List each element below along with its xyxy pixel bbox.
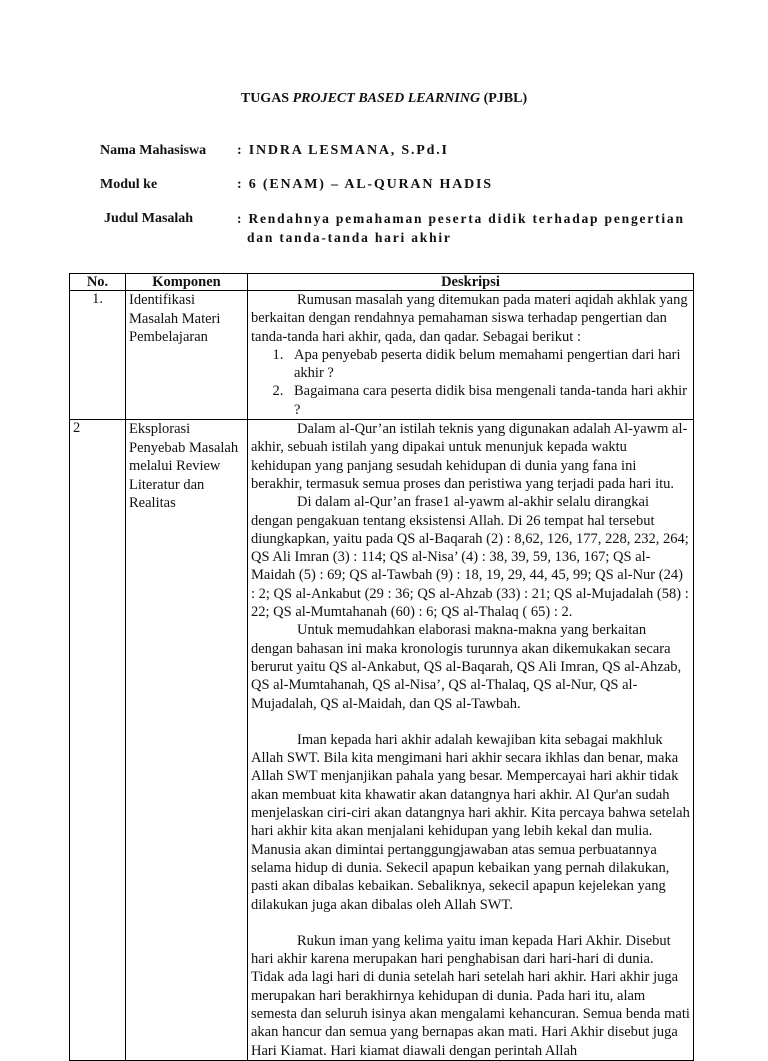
- title-suffix: (PJBL): [480, 91, 528, 106]
- row1-description: [248, 291, 694, 420]
- title-italic: PROJECT BASED LEARNING: [292, 91, 481, 106]
- header-no: No.: [70, 274, 126, 291]
- table-row: [70, 291, 694, 420]
- problem-title-value-line2: dan tanda-tanda hari akhir: [247, 230, 452, 245]
- row2-paragraph-1: Dalam al-Qur’an istilah teknis yang digunakan adalah Al-yawm al- akhir, sebuah istilah yang dipakai untuk menunjuk kepada waktu kehidupan yang panjang sesudah kehidupan di dunia yang fana ini berakhir, termasuk semua proses dan peristiwa yang terjadi pada hari itu.: [251, 421, 688, 492]
- table-row: [70, 420, 694, 1061]
- header-component: Komponen: [126, 274, 248, 291]
- student-name-label: Nama Mahasiswa: [100, 143, 207, 158]
- row2-description: [248, 420, 694, 1061]
- row2-paragraph-5: Rukun iman yang kelima yaitu iman kepada Hari Akhir. Disebut hari akhir karena merupakan hari penghabisan dari hari-hari di dunia. Tidak ada lagi hari di dunia setelah hari setelah hari akhir. Hari akhir juga merupakan hari berakhirnya kehidupan di dunia. Pada hari itu, alam semesta dan seluruh isinya akan mengalami kehancuran. Semua benda mati akan hancur dan semua yang bernapas akan mati. Hari Akhir disebut juga Hari Kiamat. Hari kiamat diawali dengan perintah Allah: [251, 932, 690, 1059]
- spacer: [251, 713, 690, 731]
- problem-title-value-line1: : Rendahnya pemahaman peserta didik terhadap pengertian: [237, 211, 685, 226]
- row1-intro: Rumusan masalah yang ditemukan pada materi aqidah akhlak yang berkaitan dengan rendahnya pemahaman siswa terhadap pengertian dan tanda-tanda hari akhir, qada, dan qadar. Sebagai berikut :: [251, 292, 688, 345]
- row2-paragraph-3: Untuk memudahkan elaborasi makna-makna yang berkaitan dengan bahasan ini maka kronologis turunnya akan dikemukakan secara berurut yaitu QS al-Ankabut, QS al-Baqarah, QS Ali Imran, QS al-Ahzab, QS al-Mumtahanah, QS al-Nisa’, QS al-Thalaq, QS al-Nur, QS al-Mujadalah, QS al-Maidah, dan QS al-Tawbah.: [251, 622, 682, 712]
- row1-component: Identifikasi Masalah Materi Pembelajaran: [126, 291, 248, 420]
- document-title: [0, 91, 768, 107]
- header-description: Deskripsi: [248, 274, 694, 291]
- question-item-2: 2. Bagaimana cara peserta didik bisa mengenali tanda-tanda hari akhir ?: [287, 382, 690, 419]
- table-header-row: [70, 274, 694, 291]
- module-label: Modul ke: [100, 177, 158, 192]
- row1-no: 1.: [70, 291, 126, 420]
- row2-paragraph-2: Di dalam al-Qur’an frase1 al-yawm al-akhir selalu dirangkai dengan pengakuan tentang eksistensi Allah. Di 26 tempat hal tersebut diungkapkan, yaitu pada QS al-Baqarah (2) : 8,62, 126, 177, 228, 232, 264; QS Ali Imran (3) : 114; QS al-Nisa’ (4) : 38, 39, 59, 136, 167; QS al-Maidah (5) : 69; QS al-Tawbah (9) : 18, 19, 29, 44, 45, 99; QS al-Nur (24) : 2; QS al-Ankabut (29 : 36; QS al-Ahzab (33) : 21; QS al-Mujadalah (58) : 22; QS al-Mumtahanah (60) : 6; QS al-Thalaq ( 65) : 2.: [251, 494, 689, 621]
- title-prefix: TUGAS: [240, 91, 293, 106]
- student-name-value: : INDRA LESMANA, S.Pd.I: [237, 143, 449, 158]
- row2-component: Eksplorasi Penyebab Masalah melalui Review Literatur dan Realitas: [126, 420, 248, 1061]
- spacer: [251, 914, 690, 932]
- question-item-1: 1. Apa penyebab peserta didik belum memahami pengertian dari hari akhir ?: [287, 346, 690, 383]
- module-value: : 6 (ENAM) – AL-QURAN HADIS: [237, 177, 493, 192]
- question-list: [251, 346, 690, 419]
- row2-paragraph-4: Iman kepada hari akhir adalah kewajiban kita sebagai makhluk Allah SWT. Bila kita mengimani hari akhir secara ikhlas dan benar, maka Allah SWT menjanjikan pahala yang besar. Mempercayai hari akhir tidak akan membuat kita khawatir akan datangnya hari akhir. Al Qur'an sudah menjelaskan ciri-ciri akan datangnya hari akhir. Kita percaya bahwa setelah hari akhir kita akan menjalani kehidupan yang lebih kekal dan mulia. Manusia akan dimintai pertanggungjawaban atas semua perbuatannya selama hidup di dunia. Sekecil apapun kebaikan yang pernah dilakukan, pasti akan dibalas kebaikan. Sebaliknya, sekecil apapun kejelekan yang dilakukan juga akan dibalas oleh Allah SWT.: [251, 731, 690, 913]
- row2-no: 2: [70, 420, 126, 1061]
- pjbl-table: [69, 273, 694, 1061]
- problem-title-label: Judul Masalah: [104, 211, 194, 226]
